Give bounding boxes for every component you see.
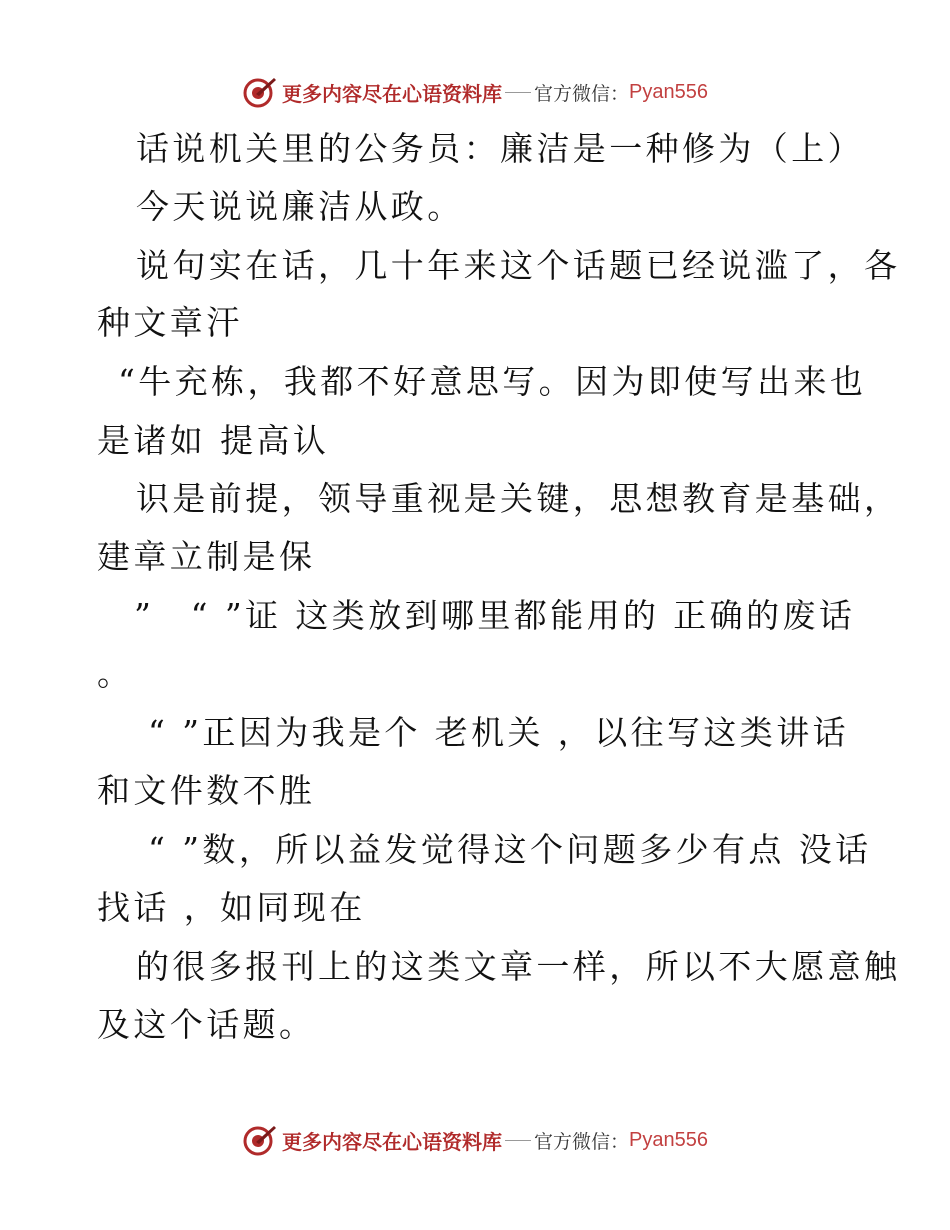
text-line: 是诸如 提高认: [97, 421, 330, 460]
text-line: 和文件数不胜: [97, 771, 316, 810]
watermark-wechat-label: 官方微信：: [534, 82, 630, 105]
text-line: 种文章汗: [97, 303, 243, 342]
text-line: “ ”数，所以益发觉得这个问题多少有点 没话: [148, 830, 872, 869]
document-title: 话说机关里的公务员：廉洁是一种修为（上）: [136, 129, 864, 168]
footer-watermark: [0, 1120, 950, 1160]
text-line: 建章立制是保: [97, 537, 316, 576]
watermark-wechat-label: 官方微信：: [534, 1130, 630, 1153]
watermark-dash: [505, 92, 531, 93]
text-line: 的很多报刊上的这类文章一样，所以不大愿意触: [136, 947, 901, 986]
header-watermark: [0, 72, 950, 112]
text-line: “牛充栋，我都不好意思写。因为即使写出来也: [118, 362, 867, 401]
text-line: 找话 ，如同现在: [97, 888, 366, 927]
watermark-wechat-id: Pyan556: [629, 1128, 708, 1151]
watermark-text: 更多内容尽在心语资料库: [282, 1129, 502, 1154]
text-line: ” “ ”证 这类放到哪里都能用的 正确的废话: [134, 596, 856, 635]
text-line: “ ”正因为我是个 老机关 ，以往写这类讲话: [148, 713, 850, 752]
text-line: 识是前提，领导重视是关键，思想教育是基础，: [136, 479, 901, 518]
watermark-wechat-id: Pyan556: [629, 80, 708, 103]
text-line: 。: [97, 654, 134, 693]
text-line: 说句实在话，几十年来这个话题已经说滥了，各: [136, 246, 901, 285]
text-line: 今天说说廉洁从政。: [136, 187, 464, 226]
watermark-dash: [505, 1140, 531, 1141]
quill-logo-icon: [242, 74, 278, 110]
text-line: 及这个话题。: [97, 1005, 316, 1044]
watermark-text: 更多内容尽在心语资料库: [282, 81, 502, 106]
quill-logo-icon: [242, 1122, 278, 1158]
